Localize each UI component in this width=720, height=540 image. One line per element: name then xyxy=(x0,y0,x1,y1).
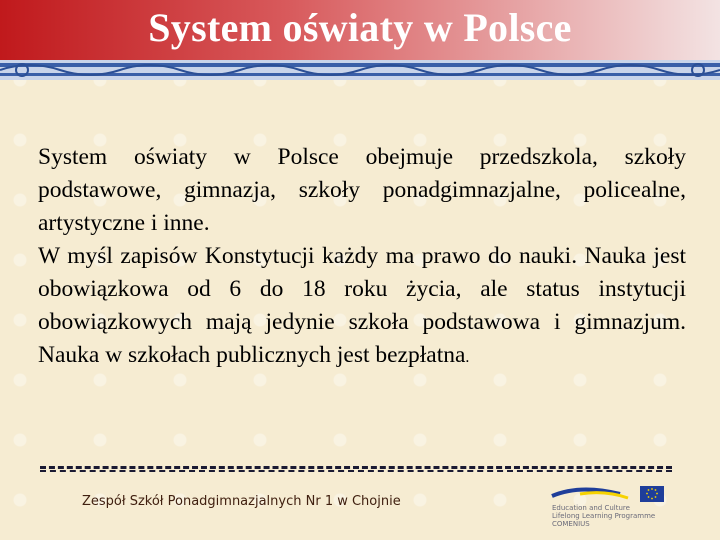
logo-caption xyxy=(552,504,655,528)
logo-line-2: Lifelong Learning Programme xyxy=(552,512,656,520)
school-name: Zespół Szkół Ponadgimnazjalnych Nr 1 w Chojnie xyxy=(82,494,401,509)
logo-line-3: COMENIUS xyxy=(552,520,590,528)
paragraph-2 xyxy=(38,240,686,374)
paragraph-2-period: . xyxy=(465,349,470,366)
paragraph-1: System oświaty w Polsce obejmuje przedszkola, szkoły podstawowe, gimnazja, szkoły ponadgimnazjalne, policealne, artystyczne i inne. xyxy=(38,144,686,236)
footer-divider xyxy=(40,466,672,472)
slide-title: System oświaty w Polsce xyxy=(148,5,572,50)
paragraph-2-text: W myśl zapisów Konstytucji każdy ma prawo do nauki. Nauka jest obowiązkowa od 6 do 18 roku życia, ale status instytucji obowiązkowych mają jedynie szkoła podstawowa i gimnazjum. Nauka w szkołach publicznych jest bezpłatna xyxy=(38,243,686,368)
title-bar xyxy=(0,0,720,60)
logo-line-1: Education and Culture xyxy=(552,504,630,512)
ornamental-border xyxy=(0,60,720,80)
main-text xyxy=(38,141,686,374)
